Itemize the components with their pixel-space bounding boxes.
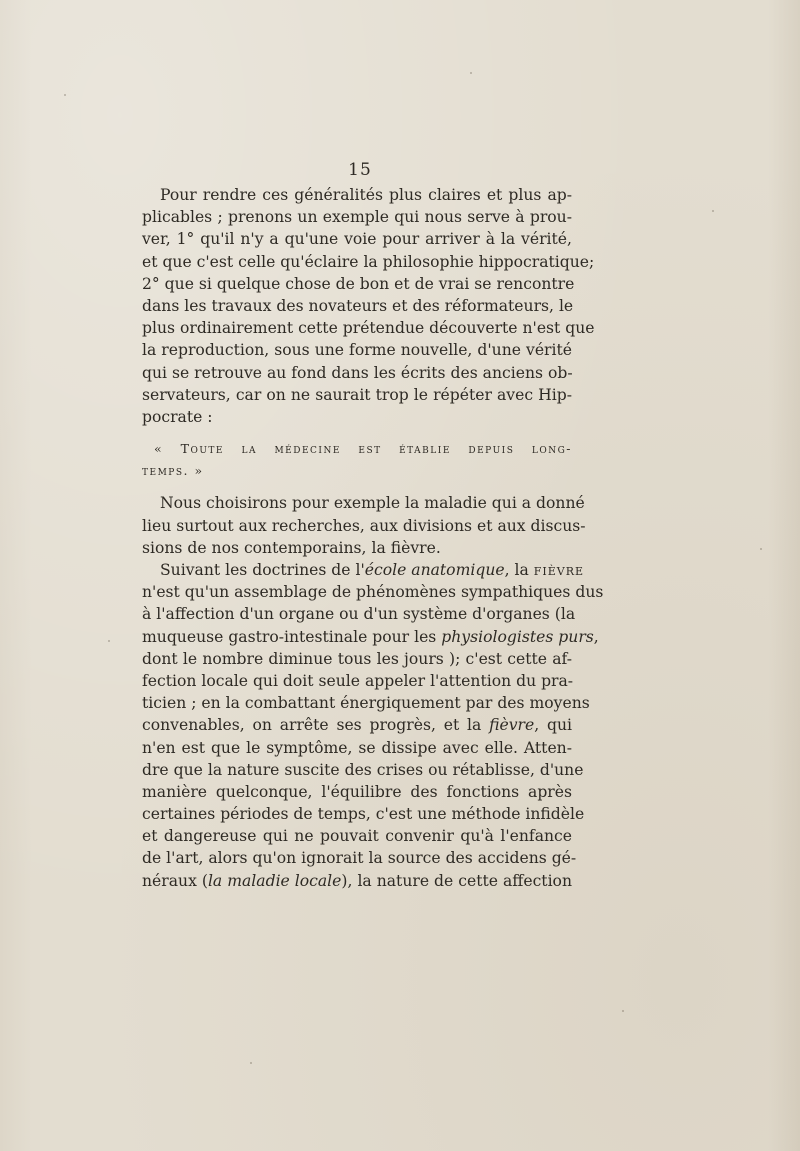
page-number: 15 [348, 160, 372, 180]
text-line: pocrate : [142, 407, 213, 426]
text-line: servateurs, car on ne saurait trop le répéter avec Hip- [142, 385, 572, 404]
paper-speck [760, 548, 762, 550]
quote-line: temps. » [142, 463, 204, 479]
text-line: à l'affection d'un organe ou d'un système d'organes (la [142, 605, 576, 624]
text-line [142, 870, 572, 892]
text-run: muqueuse gastro-intestinale pour les [142, 627, 442, 646]
text-run: Suivant les doctrines de l' [160, 561, 365, 579]
italic-text: physiologistes purs [441, 627, 594, 646]
paper-speck [250, 1062, 252, 1064]
body-text [142, 184, 604, 892]
text-run: , qui [534, 716, 573, 735]
text-run: ), la nature de cette affection [341, 871, 572, 890]
paragraph-3 [142, 559, 604, 892]
paragraph-2 [142, 492, 586, 559]
text-line: n'est qu'un assemblage de phénomènes sympathiques dus [142, 583, 604, 602]
small-caps-text: fièvre [533, 561, 585, 579]
italic-text: école anatomique [364, 561, 505, 579]
text-line: dans les travaux des novateurs et des réformateurs, le [142, 296, 574, 315]
text-line [142, 626, 599, 648]
text-line: manière quelconque, l'équilibre des fonctions après [142, 782, 572, 801]
paper-speck [108, 640, 110, 642]
text-line: plus ordinairement cette prétendue découverte n'est que [142, 319, 595, 338]
text-line: fection locale qui doit seule appeler l'attention du pra- [142, 671, 574, 690]
paper-speck [622, 1010, 624, 1012]
text-line: sions de nos contemporains, la fièvre. [142, 538, 441, 557]
text-line: et dangereuse qui ne pouvait convenir qu'à l'enfance [142, 827, 572, 846]
text-line: et que c'est celle qu'éclaire la philosophie hippocratique; [142, 252, 595, 271]
text-line: la reproduction, sous une forme nouvelle, d'une vérité [142, 341, 572, 360]
text-line: Nous choisirons pour exemple la maladie qui a donné [160, 494, 585, 513]
text-line: dont le nombre diminue tous les jours ); c'est cette af- [142, 649, 572, 668]
text-run: , [593, 627, 599, 646]
italic-text: fièvre [489, 716, 535, 735]
text-line: de l'art, alors qu'on ignorait la source des accidens gé- [142, 849, 577, 868]
text-line: ticien ; en la combattant énergiquement par des moyens [142, 694, 590, 713]
text-line: lieu surtout aux recherches, aux divisions et aux discus- [142, 516, 586, 535]
text-line: n'en est que le symptôme, se dissipe avec elle. Atten- [142, 738, 572, 757]
text-line: ver, 1° qu'il n'y a qu'une voie pour arriver à la vérité, [142, 230, 572, 249]
italic-text: la maladie locale [207, 871, 342, 890]
paragraph-1 [142, 184, 595, 428]
text-line [142, 714, 572, 736]
text-line: qui se retrouve au fond dans les écrits des anciens ob- [142, 363, 573, 382]
paper-speck [470, 72, 472, 74]
hippocrates-quote [142, 438, 572, 482]
text-line: Pour rendre ces généralités plus claires et plus ap- [160, 186, 572, 204]
text-run: , la [504, 561, 534, 579]
text-run: néraux ( [142, 871, 208, 890]
paper-speck [64, 94, 66, 96]
text-line: 2° que si quelque chose de bon et de vrai se rencontre [142, 274, 575, 293]
text-line [142, 559, 585, 581]
quote-line: « Toute la médecine est établie depuis long- [154, 441, 572, 457]
text-line: dre que la nature suscite des crises ou rétablisse, d'une [142, 760, 584, 779]
paper-speck [712, 210, 714, 212]
text-run: convenables, on arrête ses progrès, et la [142, 716, 490, 735]
text-line: certaines périodes de temps, c'est une méthode infidèle [142, 805, 585, 824]
text-line: plicables ; prenons un exemple qui nous serve à prou- [142, 208, 572, 227]
